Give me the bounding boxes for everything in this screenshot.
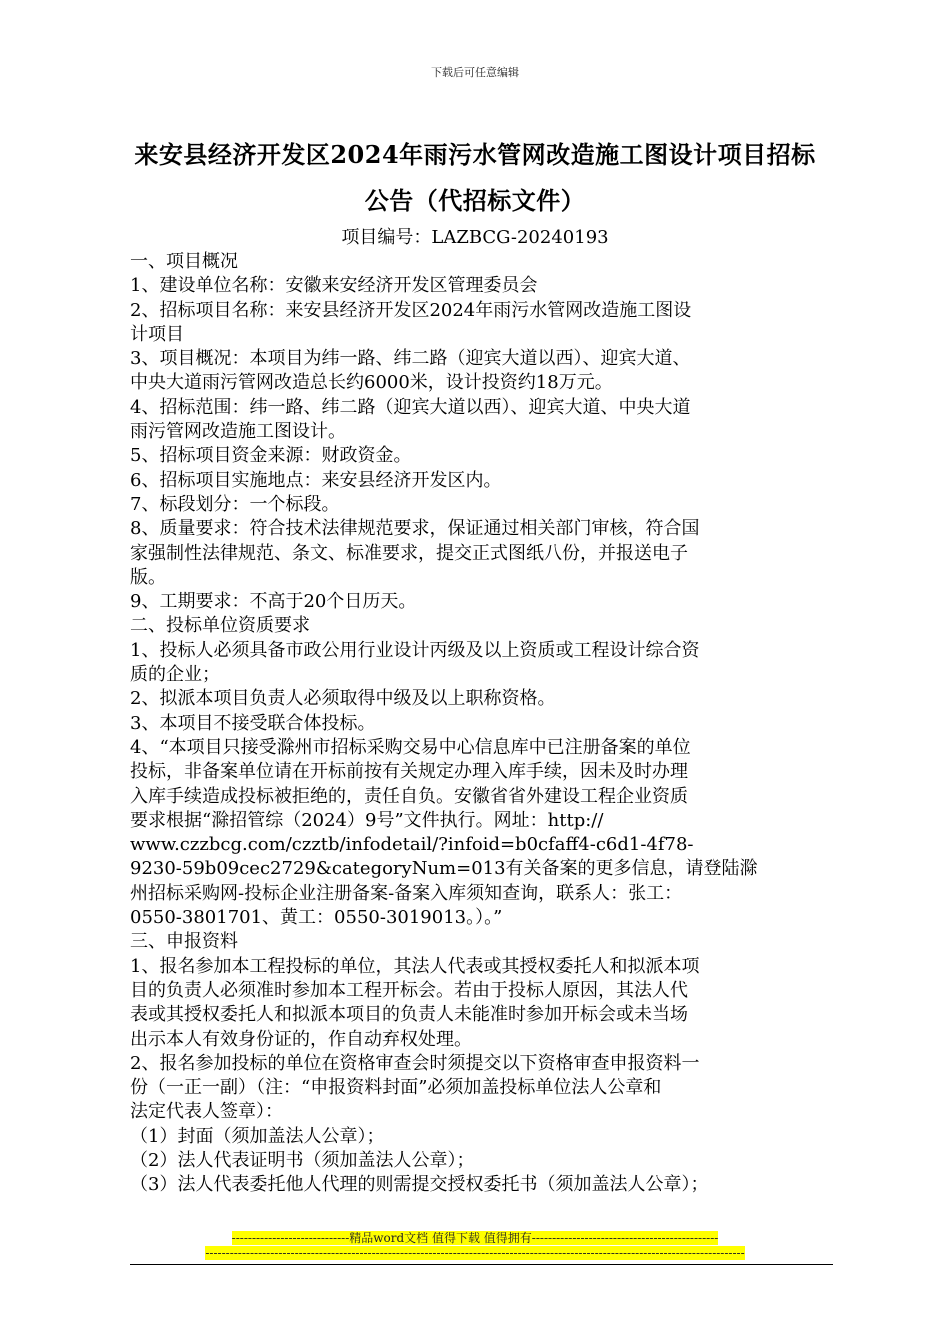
text-line: （3）法人代表委托他人代理的则需提交授权委托书（须加盖法人公章）；	[130, 1174, 709, 1196]
text-line: 2、报名参加投标的单位在资格审查会时须提交以下资格审查申报资料一	[130, 1052, 700, 1074]
text-line: 6、招标项目实施地点：来安县经济开发区内。	[130, 469, 502, 491]
document-title	[118, 132, 832, 224]
footer-banner-text: -----------------------------精品word文档 值得下载 值得拥有----------------------------------------------	[231, 1231, 719, 1245]
project-number: 项目编号：LAZBCG-20240193	[341, 227, 609, 248]
text-line: 计项目	[130, 323, 184, 345]
text-line: 版。	[130, 566, 166, 588]
text-line: www.czzbcg.com/czztb/infodetail/?infoid=b0cfaff4-c6d1-4f78-	[130, 834, 694, 856]
text-line: 要求根据“滁招管综（2024）9号”文件执行。网址：http://	[130, 809, 604, 831]
text-line: 法定代表人签章）：	[130, 1101, 283, 1123]
text-line: 2、招标项目名称：来安县经济开发区2024年雨污水管网改造施工图设	[130, 299, 692, 321]
text-line: 表或其授权委托人和拟派本项目的负责人未能准时参加开标会或未当场	[130, 1004, 688, 1026]
text-line: 1、建设单位名称：安徽来安经济开发区管理委员会	[130, 275, 538, 297]
section-heading: 二、投标单位资质要求	[130, 615, 310, 637]
text-line: 家强制性法律规范、条文、标准要求，提交正式图纸八份，并报送电子	[130, 542, 688, 564]
text-line: （1）封面（须加盖法人公章）；	[130, 1125, 385, 1147]
document-body	[130, 250, 836, 1198]
section-heading: 三、申报资料	[130, 931, 238, 953]
text-line: 9、工期要求：不高于20个日历天。	[130, 591, 417, 613]
text-line: 5、招标项目资金来源：财政资金。	[130, 445, 412, 467]
header-note: 下载后可任意编辑	[431, 66, 519, 79]
text-line: 目的负责人必须准时参加本工程开标会。若由于投标人原因，其法人代	[130, 979, 688, 1001]
text-line: 7、标段划分：一个标段。	[130, 493, 340, 515]
text-line: 入库手续造成投标被拒绝的，责任自负。安徽省省外建设工程企业资质	[130, 785, 688, 807]
footer-divider	[130, 1264, 833, 1265]
text-line: 3、本项目不接受联合体投标。	[130, 712, 376, 734]
text-line: 3、项目概况：本项目为纬一路、纬二路（迎宾大道以西）、迎宾大道、	[130, 348, 691, 370]
footer-banner	[0, 1230, 950, 1246]
text-line: 1、投标人必须具备市政公用行业设计丙级及以上资质或工程设计综合资	[130, 639, 700, 661]
title-line-2: 公告（代招标文件）	[364, 186, 586, 215]
text-line: 份（一正一副）（注：“申报资料封面”必须加盖投标单位法人公章和	[130, 1077, 662, 1099]
text-line: 投标，非备案单位请在开标前按有关规定办理入库手续，因未及时办理	[130, 761, 688, 783]
text-line: 雨污管网改造施工图设计。	[130, 421, 346, 443]
title-line-1: 来安县经济开发区2024年雨污水管网改造施工图设计项目招标	[134, 140, 816, 169]
text-line: 2、拟派本项目负责人必须取得中级及以上职称资格。	[130, 688, 556, 710]
text-line: 4、招标范围：纬一路、纬二路（迎宾大道以西）、迎宾大道、中央大道	[130, 396, 691, 418]
text-line: 4、“本项目只接受滁州市招标采购交易中心信息库中已注册备案的单位	[130, 736, 691, 758]
text-line: 出示本人有效身份证的，作自动弃权处理。	[130, 1028, 472, 1050]
footer-dash-line	[0, 1245, 950, 1261]
text-line: 9230-59b09cec2729&categoryNum=013有关备案的更多信息，请登陆滁	[130, 858, 758, 880]
text-line: 质的企业；	[130, 664, 220, 686]
text-line: 中央大道雨污管网改造总长约6000米，设计投资约18万元。	[130, 372, 613, 394]
text-line: 0550-3801701、黄工：0550-3019013。）。”	[130, 907, 503, 929]
text-line: 8、质量要求：符合技术法律规范要求，保证通过相关部门审核，符合国	[130, 518, 700, 540]
section-heading: 一、项目概况	[130, 251, 238, 272]
footer-dash-text: -------------------------------------------------------------------------------------------------------------------------------------	[205, 1246, 745, 1260]
text-line: （2）法人代表证明书（须加盖法人公章）；	[130, 1149, 475, 1171]
text-line: 1、报名参加本工程投标的单位，其法人代表或其授权委托人和拟派本项	[130, 955, 700, 977]
text-line: 州招标采购网-投标企业注册备案-备案入库须知查询，联系人：张工：	[130, 882, 683, 904]
